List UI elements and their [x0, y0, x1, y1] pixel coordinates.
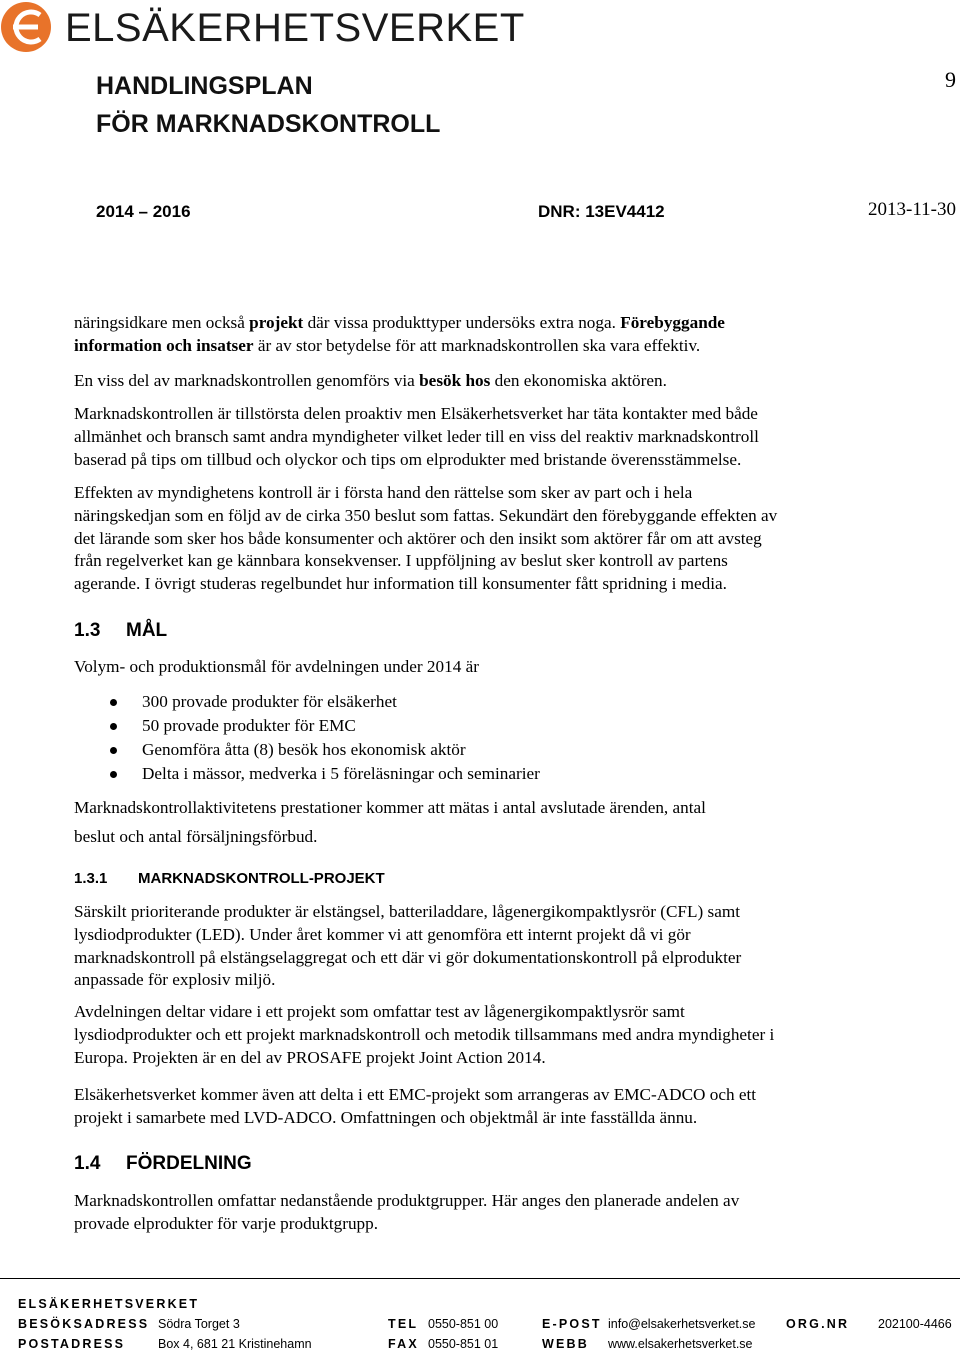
bullet-icon — [110, 771, 117, 778]
footer-email-link[interactable]: info@elsakerhetsverket.se — [608, 1317, 756, 1331]
document-title — [96, 67, 440, 143]
paragraph-3: Marknadskontrollen är tillstörsta delen proaktiv men Elsäkerhetsverket har täta kontakter med både allmänhet och bransch samt andra myndigheter vilket leder till en viss del reaktiv marknadskontroll baserad på tips om tillbud och olyckor och tips om elprodukter med bristande överensstämmelse. — [74, 404, 759, 469]
page-number: 9 — [945, 67, 956, 92]
footer-post-value: Box 4, 681 21 Kristinehamn — [158, 1337, 312, 1351]
footer-web-link[interactable]: www.elsakerhetsverket.se — [608, 1337, 753, 1351]
list-item: Genomföra åtta (8) besök hos ekonomisk aktör — [110, 738, 540, 762]
paragraph-4: Effekten av myndighetens kontroll är i första hand den rättelse som sker av part och i hela näringskedjan som en följd av de cirka 350 beslut som fattas. Sekundärt den förebyggande effekten av det lärande som sker hos både konsumenter och aktörer och den insikt som aktörer får om att avsteg från regelverket kan ge kännbara konsekvenser. I uppföljning av beslut sker kontroll av partens agerande. I övrigt studeras regelbundet hur information till konsumenter fått spridning i media. — [74, 483, 778, 594]
bullet-icon — [110, 699, 117, 706]
footer-tel-value: 0550-851 00 — [428, 1317, 499, 1331]
footer-web-label: WEBB — [542, 1337, 589, 1351]
list-item: Delta i mässor, medverka i 5 föreläsningar och seminarier — [110, 762, 540, 786]
footer-fax-value: 0550-851 01 — [428, 1337, 499, 1351]
footer-orgnr-label: ORG.NR — [786, 1317, 850, 1331]
paragraph-6: Marknadskontrollaktivitetens prestationer kommer att mätas i antal avslutade ärenden, antal beslut och antal försäljningsförbud. — [74, 798, 706, 846]
paragraph-1-line-1: näringsidkare men också projekt där vissa produkttyper undersöks extra noga. Förebyggande — [74, 313, 725, 332]
footer-orgnr-value: 202100-4466 — [878, 1317, 952, 1331]
footer-post-label: POSTADRESS — [18, 1337, 126, 1351]
paragraph-7: Särskilt prioriterande produkter är elstängsel, batteriladdare, lågenergikompaktlysrör (CFL) samt lysdiodprodukter (LED). Under året kommer vi att genomföra ett internt projekt då vi gör marknadskontroll på elstängselaggregat och ett där vi gör dokumentationskontroll på elprodukter anpassade för explosiv miljö. — [74, 902, 742, 990]
footer-visit-label: BESÖKSADRESS — [18, 1317, 150, 1331]
footer-divider — [0, 1278, 960, 1279]
section-heading-1-3-1: 1.3.1 MARKNADSKONTROLL-PROJEKT — [74, 870, 385, 887]
footer-email-label: E-POST — [542, 1317, 602, 1331]
diary-number: DNR: 13EV4412 — [538, 202, 665, 221]
paragraph-10: Marknadskontrollen omfattar nedanstående produktgrupper. Här anges den planerade andelen av provade elprodukter för varje produktgrupp. — [74, 1191, 740, 1233]
paragraph-1 — [74, 312, 904, 358]
footer-org: ELSÄKERHETSVERKET — [18, 1297, 200, 1311]
list-item: 50 provade produkter för EMC — [110, 714, 540, 738]
section-heading-1-3: 1.3 MÅL — [74, 620, 168, 641]
footer-fax-label: FAX — [388, 1337, 419, 1351]
document-date: 2013-11-30 — [868, 199, 956, 220]
bullet-icon — [110, 723, 117, 730]
bullet-icon — [110, 747, 117, 754]
section-heading-1-4: 1.4 FÖRDELNING — [74, 1153, 252, 1174]
paragraph-9: Elsäkerhetsverket kommer även att delta i ett EMC-projekt som arrangeras av EMC-ADCO och ett projekt i samarbete med LVD-ADCO. Omfattningen och objektmål är inte fasställda ännu. — [74, 1085, 757, 1127]
paragraph-8: Avdelningen deltar vidare i ett projekt som omfattar test av lågenergikompaktlysrör samt lysdiodprodukter och ett projekt marknadskontroll och metodik tillsammans med andra myndigheter i Europa. Projekten är en del av PROSAFE projekt Joint Action 2014. — [74, 1002, 775, 1067]
footer-tel-label: TEL — [388, 1317, 419, 1331]
plan-period: 2014 – 2016 — [96, 202, 191, 221]
document-title-line1: HANDLINGSPLAN — [96, 72, 313, 100]
paragraph-2: En viss del av marknadskontrollen genomförs via besök hos den ekonomiska aktören. — [74, 371, 667, 390]
document-title-line2: FÖR MARKNADSKONTROLL — [96, 110, 441, 138]
logo-wordmark: ELSÄKERHETSVERKET — [65, 6, 525, 50]
goals-list — [110, 690, 540, 786]
paragraph-5: Volym- och produktionsmål för avdelningen under 2014 är — [74, 657, 479, 676]
paragraph-1-line-2: information och insatser är av stor betydelse för att marknadskontrollen ska vara effektiv. — [74, 335, 701, 355]
list-item: 300 provade produkter för elsäkerhet — [110, 690, 540, 714]
footer-visit-value: Södra Torget 3 — [158, 1317, 240, 1331]
